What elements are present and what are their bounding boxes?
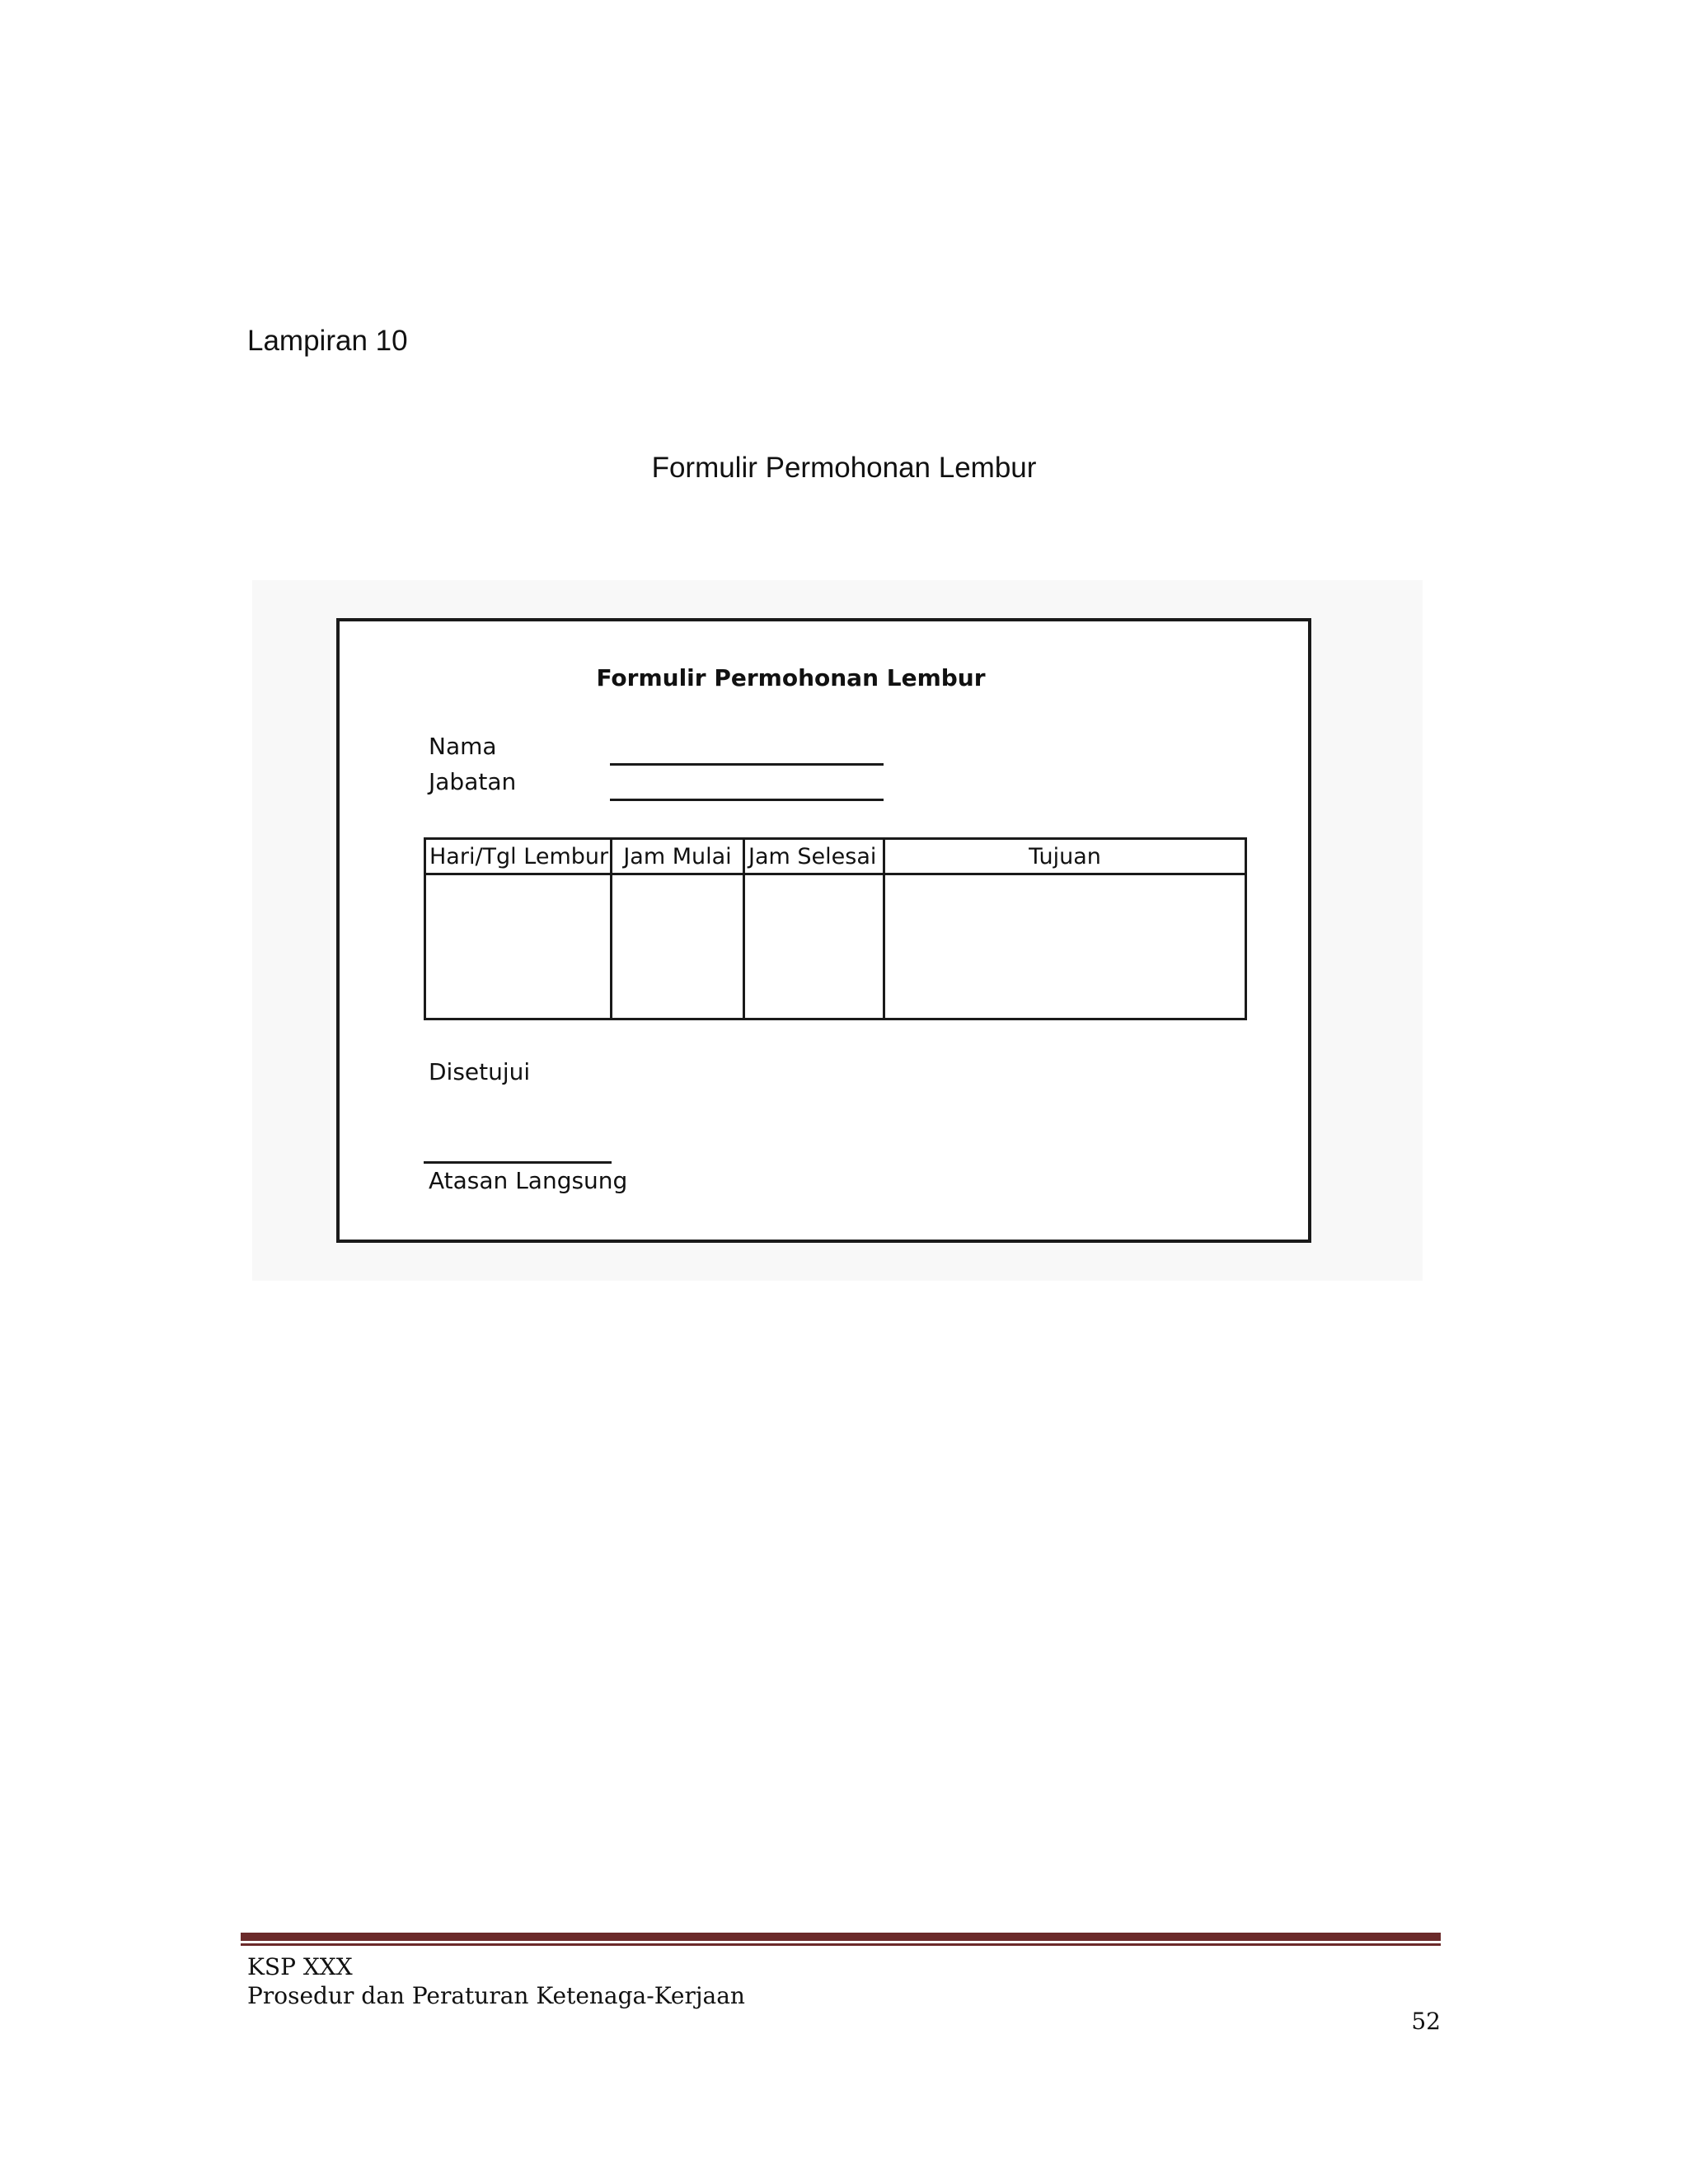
footer-rule-thin	[241, 1943, 1441, 1946]
cell-day-date	[425, 874, 612, 1019]
footer-company: KSP XXX	[247, 1953, 353, 1980]
approval-label: Disetujui	[429, 1058, 531, 1085]
footer-document-name: Prosedur dan Peraturan Ketenaga-Kerjaan	[247, 1982, 745, 2009]
table-header-row	[425, 839, 1246, 874]
cell-start-time	[612, 874, 744, 1019]
cell-end-time	[744, 874, 884, 1019]
overtime-form	[336, 618, 1311, 1243]
position-field-label: Jabatan	[429, 768, 517, 795]
footer-rule-thick	[241, 1933, 1441, 1941]
table-row	[425, 874, 1246, 1019]
signature-line	[424, 1161, 612, 1164]
header-end-time: Jam Selesai	[744, 839, 884, 874]
header-day-date: Hari/Tgl Lembur	[425, 839, 612, 874]
overtime-table	[424, 837, 1247, 1020]
cell-purpose	[884, 874, 1246, 1019]
page-number: 52	[1411, 2008, 1441, 2035]
position-field-line	[610, 799, 884, 801]
name-field-label: Nama	[429, 733, 497, 760]
signatory-label: Atasan Langsung	[429, 1167, 628, 1194]
header-purpose: Tujuan	[884, 839, 1246, 874]
document-title: Formulir Permohonan Lembur	[651, 452, 1037, 484]
header-start-time: Jam Mulai	[612, 839, 744, 874]
appendix-label: Lampiran 10	[247, 325, 408, 357]
name-field-line	[610, 763, 884, 766]
form-title: Formulir Permohonan Lembur	[596, 664, 986, 691]
